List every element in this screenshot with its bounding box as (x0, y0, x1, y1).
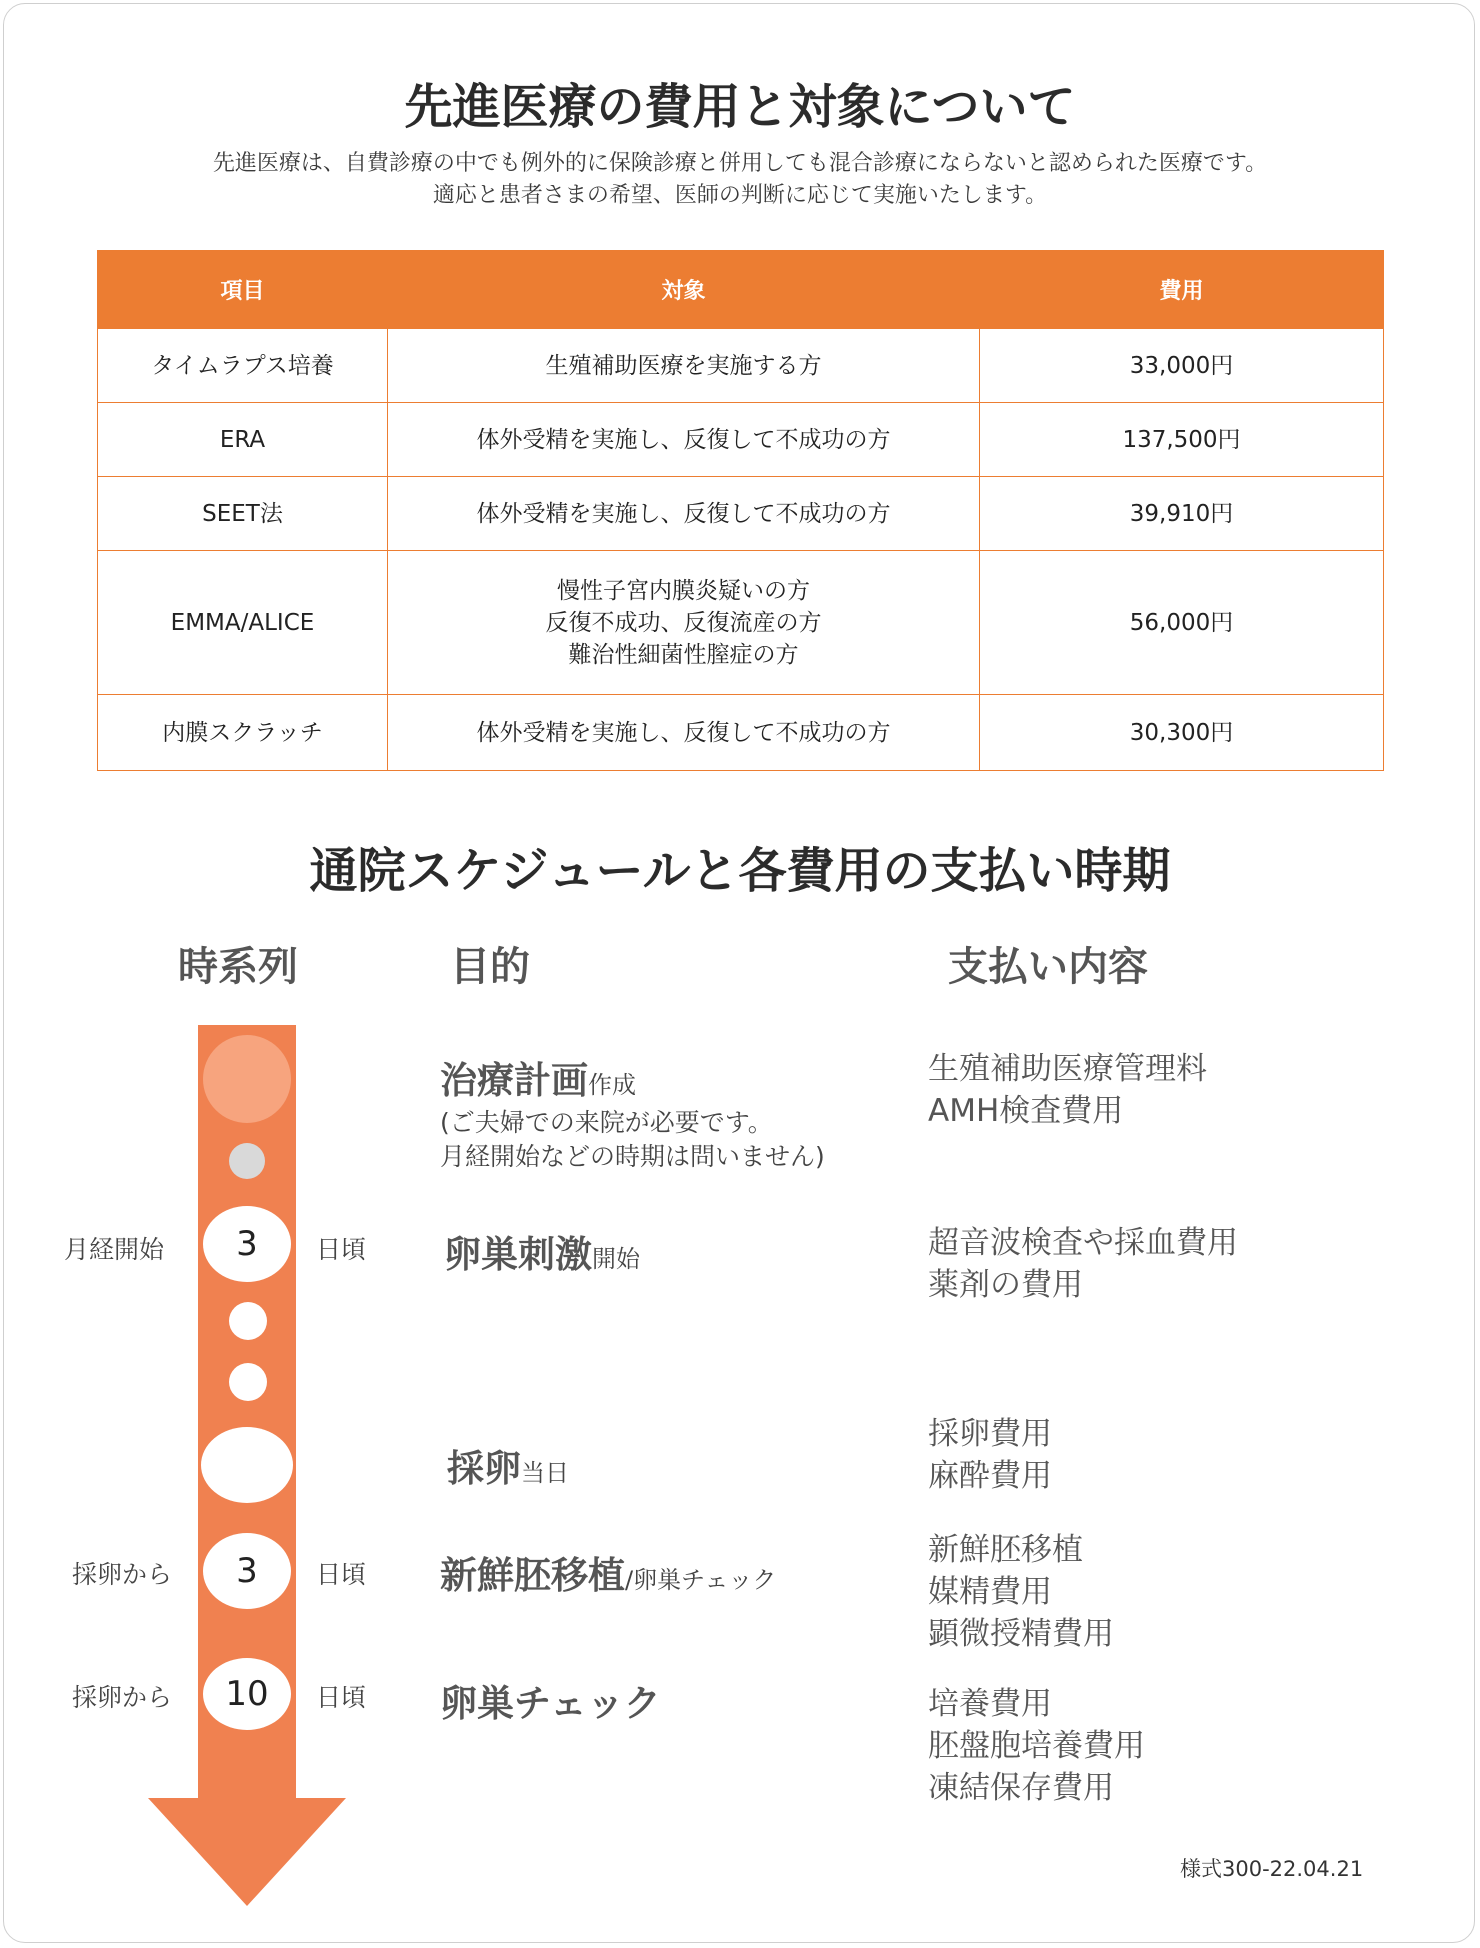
cell-target: 生殖補助医療を実施する方 (388, 329, 980, 403)
purpose-step-5 (440, 1673, 661, 1727)
section-title-costs: 先進医療の費用と対象について (404, 79, 1076, 135)
payment-item: 顕微授精費用 (928, 1616, 1114, 1652)
purpose-sub: 開始 (592, 1245, 640, 1273)
table-row (98, 695, 1384, 771)
cell-item: EMMA/ALICE (98, 551, 388, 695)
intro-line-2: 適応と患者さまの希望、医師の判断に応じて実施いたします。 (432, 183, 1048, 208)
header-item: 項目 (98, 251, 388, 329)
header-target: 対象 (388, 251, 980, 329)
purpose-sub: /卵巣チェック (625, 1566, 777, 1594)
column-heading-timeline: 時系列 (178, 944, 298, 990)
form-number: 様式300-22.04.21 (1180, 1857, 1364, 1881)
cell-target: 体外受精を実施し、反復して不成功の方 (388, 477, 980, 551)
purpose-main: 卵巣刺激 (444, 1233, 592, 1276)
payment-item: 新鮮胚移植 (928, 1532, 1083, 1568)
target-line: 反復不成功、反復流産の方 (545, 609, 822, 636)
table-row (98, 403, 1384, 477)
timeline-dot (229, 1363, 267, 1401)
payment-list-step-5 (928, 1683, 1145, 1809)
timeline-day-circle: 10 (203, 1658, 291, 1730)
cell-cost: 30,300円 (980, 695, 1384, 771)
timeline-label-before: 月経開始 (64, 1235, 165, 1264)
target-line: 難治性細菌性膣症の方 (568, 641, 799, 668)
payment-item: 採卵費用 (928, 1416, 1052, 1452)
timeline-egg-retrieval-circle (201, 1427, 293, 1503)
purpose-main: 採卵 (447, 1447, 521, 1490)
payment-item: 胚盤胞培養費用 (928, 1728, 1145, 1764)
timeline-dot (229, 1302, 267, 1340)
cell-target: 体外受精を実施し、反復して不成功の方 (388, 403, 980, 477)
purpose-step-2 (444, 1224, 640, 1278)
column-heading-payment: 支払い内容 (948, 944, 1148, 990)
timeline-label-before: 採卵から (72, 1683, 173, 1712)
payment-item: 生殖補助医療管理料 (928, 1051, 1207, 1087)
cell-item: SEET法 (98, 477, 388, 551)
timeline-label-after: 日頃 (316, 1235, 367, 1264)
payment-item: 凍結保存費用 (928, 1770, 1114, 1806)
timeline-arrow-head (148, 1798, 346, 1906)
purpose-main: 卵巣チェック (440, 1682, 661, 1725)
column-heading-purpose: 目的 (450, 944, 530, 990)
cell-cost: 137,500円 (980, 403, 1384, 477)
cost-table (97, 250, 1384, 771)
cell-target: 体外受精を実施し、反復して不成功の方 (388, 695, 980, 771)
timeline-label-after: 日頃 (316, 1560, 367, 1589)
payment-item: 麻酔費用 (928, 1458, 1052, 1494)
purpose-note (440, 1106, 825, 1174)
cell-item: 内膜スクラッチ (98, 695, 388, 771)
payment-item: 培養費用 (928, 1686, 1052, 1722)
table-row (98, 329, 1384, 403)
payment-list-step-3 (928, 1413, 1052, 1497)
timeline-start-dot (203, 1035, 291, 1123)
timeline-label-before: 採卵から (72, 1560, 173, 1589)
payment-item: AMH検査費用 (928, 1093, 1124, 1129)
purpose-sub: 作成 (588, 1071, 636, 1099)
cell-cost: 33,000円 (980, 329, 1384, 403)
cell-cost: 39,910円 (980, 477, 1384, 551)
timeline-label-after: 日頃 (316, 1683, 367, 1712)
payment-item: 薬剤の費用 (928, 1267, 1083, 1303)
cell-item: ERA (98, 403, 388, 477)
intro-line-1: 先進医療は、自費診療の中でも例外的に保険診療と併用しても混合診療にならないと認められた医療です。 (212, 151, 1268, 176)
purpose-step-4 (440, 1545, 776, 1599)
cell-item: タイムラプス培養 (98, 329, 388, 403)
payment-list-step-2 (928, 1222, 1238, 1306)
purpose-main: 治療計画 (440, 1059, 588, 1102)
table-row (98, 477, 1384, 551)
timeline-day-circle: 3 (203, 1206, 291, 1282)
payment-list-step-1 (928, 1048, 1207, 1132)
purpose-note-line: 月経開始などの時期は問いません) (440, 1142, 825, 1171)
payment-item: 媒精費用 (928, 1574, 1052, 1610)
timeline-day-circle: 3 (203, 1533, 291, 1609)
payment-list-step-4 (928, 1529, 1114, 1655)
section-title-schedule: 通院スケジュールと各費用の支払い時期 (309, 843, 1171, 899)
payment-item: 超音波検査や採血費用 (928, 1225, 1238, 1261)
intro-text (0, 148, 1480, 212)
cell-target (388, 551, 980, 695)
purpose-main: 新鮮胚移植 (440, 1554, 625, 1597)
header-cost: 費用 (980, 251, 1384, 329)
timeline-grey-dot (229, 1143, 265, 1179)
purpose-note-line: (ご夫婦での来院が必要です。 (440, 1108, 773, 1137)
cell-cost: 56,000円 (980, 551, 1384, 695)
target-line: 慢性子宮内膜炎疑いの方 (557, 577, 810, 604)
purpose-sub: 当日 (521, 1459, 569, 1487)
purpose-step-1 (440, 1050, 825, 1174)
table-row (98, 551, 1384, 695)
purpose-step-3 (447, 1438, 569, 1492)
table-header-row (98, 251, 1384, 329)
